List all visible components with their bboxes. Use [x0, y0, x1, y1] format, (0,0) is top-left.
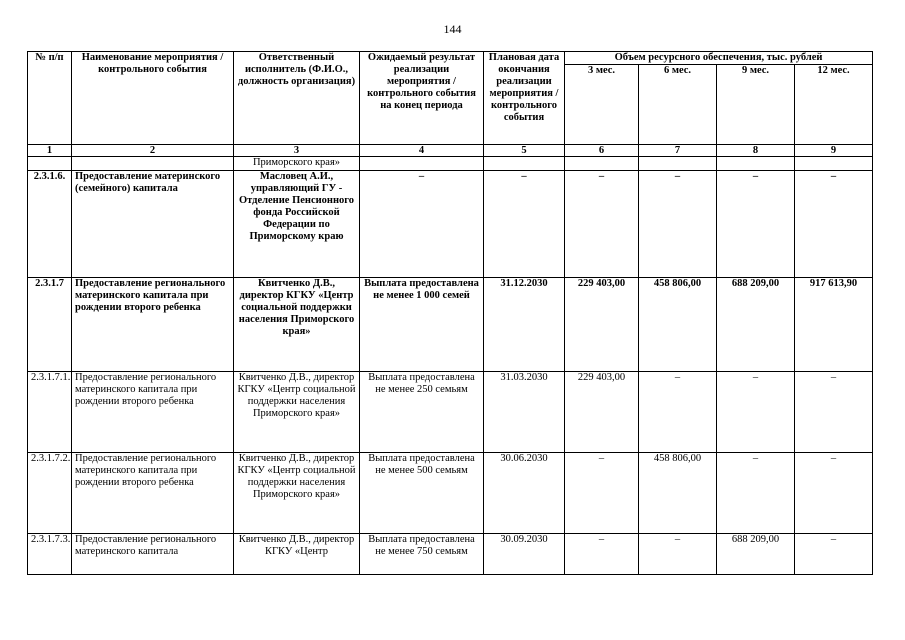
row-date: 31.12.2030	[484, 278, 565, 372]
row-name: Предоставление регионального материнского капитала	[72, 534, 234, 575]
column-number: 1	[28, 145, 72, 157]
table-row	[28, 453, 873, 534]
header-no: № п/п	[28, 52, 72, 145]
activities-table	[27, 51, 873, 575]
row-number: 2.3.1.6.	[28, 171, 72, 278]
header-m6: 6 мес.	[639, 65, 717, 145]
row-result: Выплата предоставлена не менее 750 семьям	[360, 534, 484, 575]
row-m6: 458 806,00	[639, 453, 717, 534]
row-m6: –	[639, 171, 717, 278]
row-m3: –	[565, 534, 639, 575]
row-number: 2.3.1.7.2.	[28, 453, 72, 534]
row-m9: –	[717, 372, 795, 453]
row-m9: 688 209,00	[717, 534, 795, 575]
column-number: 3	[234, 145, 360, 157]
header-m12: 12 мес.	[795, 65, 873, 145]
row-m3: –	[565, 453, 639, 534]
column-number: 5	[484, 145, 565, 157]
table-row	[28, 171, 873, 278]
row-result: –	[360, 171, 484, 278]
row-date: 31.03.2030	[484, 372, 565, 453]
table-row	[28, 278, 873, 372]
row-date: 30.06.2030	[484, 453, 565, 534]
row-number: 2.3.1.7.3.	[28, 534, 72, 575]
row-m6: –	[639, 372, 717, 453]
column-number: 7	[639, 145, 717, 157]
row-m12: –	[795, 534, 873, 575]
column-number: 8	[717, 145, 795, 157]
header-m9: 9 мес.	[717, 65, 795, 145]
row-m9: 688 209,00	[717, 278, 795, 372]
table-row	[28, 534, 873, 575]
row-m3: –	[565, 171, 639, 278]
row-date: –	[484, 171, 565, 278]
column-number: 6	[565, 145, 639, 157]
column-number: 4	[360, 145, 484, 157]
continuation-row	[28, 157, 873, 171]
row-executor: Квитченко Д.В., директор КГКУ «Центр	[234, 534, 360, 575]
row-executor: Квитченко Д.В., директор КГКУ «Центр социальной поддержки населения Приморского края»	[234, 278, 360, 372]
row-m12: –	[795, 453, 873, 534]
header-date: Плановая дата окончания реализации мероприятия / контрольного события	[484, 52, 565, 145]
row-m3: 229 403,00	[565, 278, 639, 372]
header-name: Наименование мероприятия / контрольного события	[72, 52, 234, 145]
row-name: Предоставление регионального материнского капитала при рождении второго ребенка	[72, 372, 234, 453]
column-numbers-row	[28, 145, 873, 157]
row-number: 2.3.1.7	[28, 278, 72, 372]
row-number: 2.3.1.7.1.	[28, 372, 72, 453]
row-name: Предоставление материнского (семейного) капитала	[72, 171, 234, 278]
column-number: 9	[795, 145, 873, 157]
row-result: Выплата предоставлена не менее 250 семьям	[360, 372, 484, 453]
header-executor: Ответственный исполнитель (Ф.И.О., должность организация)	[234, 52, 360, 145]
row-m6: –	[639, 534, 717, 575]
header-m3: 3 мес.	[565, 65, 639, 145]
row-m3: 229 403,00	[565, 372, 639, 453]
header-result: Ожидаемый результат реализации мероприятия / контрольного события на конец периода	[360, 52, 484, 145]
row-executor: Квитченко Д.В., директор КГКУ «Центр социальной поддержки населения Приморского края»	[234, 453, 360, 534]
row-executor: Квитченко Д.В., директор КГКУ «Центр социальной поддержки населения Приморского края»	[234, 372, 360, 453]
row-m9: –	[717, 171, 795, 278]
table-row	[28, 372, 873, 453]
row-m12: 917 613,90	[795, 278, 873, 372]
column-number: 2	[72, 145, 234, 157]
row-name: Предоставление регионального материнского капитала при рождении второго ребенка	[72, 453, 234, 534]
row-m6: 458 806,00	[639, 278, 717, 372]
header-resource: Объем ресурсного обеспечения, тыс. рублей	[565, 52, 873, 65]
row-m12: –	[795, 372, 873, 453]
row-result: Выплата предоставлена не менее 1 000 семей	[360, 278, 484, 372]
row-result: Выплата предоставлена не менее 500 семьям	[360, 453, 484, 534]
continuation-executor: Приморского края»	[234, 157, 360, 171]
row-m9: –	[717, 453, 795, 534]
row-executor: Масловец А.И., управляющий ГУ - Отделение Пенсионного фонда Российской Федерации по Приморскому краю	[234, 171, 360, 278]
row-name: Предоставление регионального материнского капитала при рождении второго ребенка	[72, 278, 234, 372]
row-date: 30.09.2030	[484, 534, 565, 575]
row-m12: –	[795, 171, 873, 278]
page-number: 144	[443, 22, 462, 36]
